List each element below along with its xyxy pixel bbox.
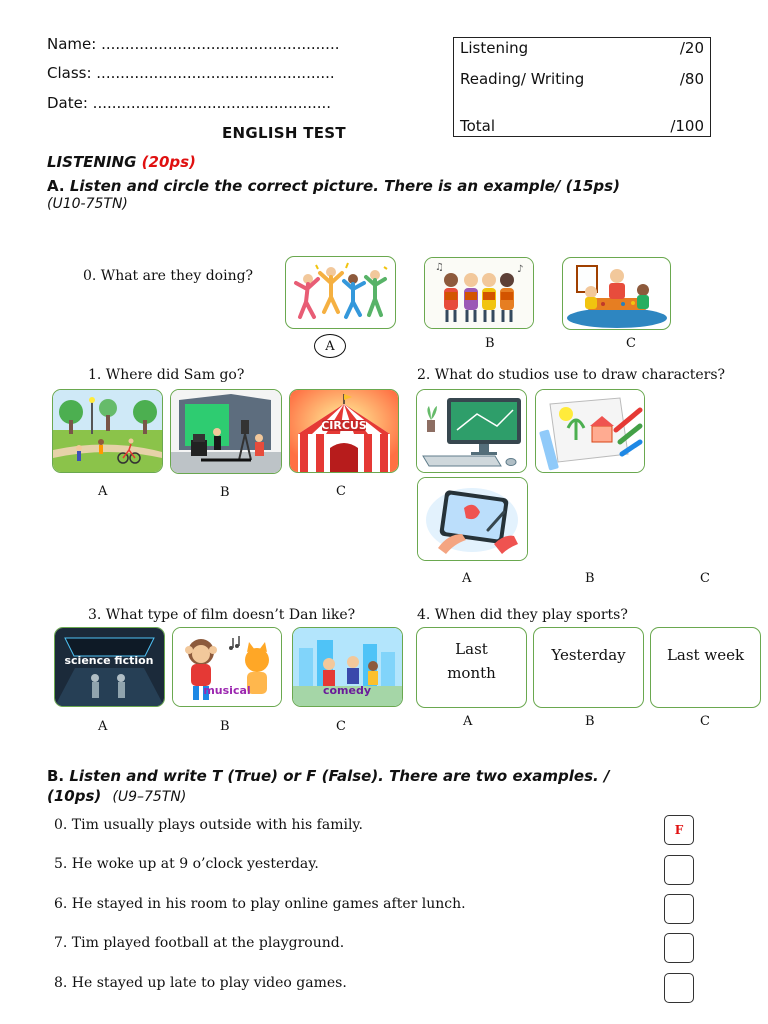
answer-circle-q0[interactable]	[314, 334, 346, 358]
section-b-points: (10ps)	[47, 787, 102, 805]
choice-q4-b[interactable]	[533, 627, 644, 708]
painting-kids-illustration	[563, 258, 670, 329]
circus-sign-text: CIRCUS	[321, 419, 367, 432]
picture-q1-c-circus[interactable]	[289, 389, 399, 473]
park-illustration	[53, 390, 162, 472]
science-fiction-illustration	[55, 628, 164, 706]
question-2-text: 2. What do studios use to draw characters?	[417, 367, 726, 383]
question-1-text: 1. Where did Sam go?	[88, 367, 245, 383]
question-4-text: 4. When did they play sports?	[417, 607, 628, 623]
statement-7: 7. Tim played football at the playground.	[54, 935, 345, 951]
picture-q2-b-pencils[interactable]	[535, 389, 645, 473]
listening-heading	[47, 153, 196, 171]
answer-box-8[interactable]	[664, 973, 694, 1003]
musical-label: musical	[203, 684, 251, 697]
section-a-unit: (U10-75TN)	[47, 196, 128, 212]
picture-q2-c-tablet[interactable]	[417, 477, 528, 561]
option-letter-q4-c: C	[700, 714, 710, 729]
section-b-heading	[47, 766, 737, 786]
option-letter-q1-b: B	[220, 485, 230, 500]
score-label: Reading/ Writing	[460, 70, 585, 88]
score-label: Total	[460, 117, 496, 135]
picture-q0-a-dancing[interactable]	[285, 256, 396, 329]
answer-value: F	[674, 823, 684, 837]
picture-q1-a-park[interactable]	[52, 389, 163, 473]
option-letter-q0-c: C	[626, 336, 636, 351]
name-field[interactable]: Name: ..................................................	[47, 35, 340, 53]
dancing-kids-illustration	[286, 257, 395, 328]
score-row-listening	[460, 39, 704, 57]
score-table	[453, 37, 711, 137]
picture-q0-b-singing[interactable]	[424, 257, 534, 329]
section-b-unit: (U9–75TN)	[112, 789, 187, 805]
picture-q0-c-painting[interactable]	[562, 257, 671, 330]
section-b-instruction: Listen and write T (True) or F (False). There are two examples. /	[69, 767, 610, 785]
section-a-instruction: Listen and circle the correct picture. There is an example/ (15ps)	[69, 177, 620, 195]
section-b-letter: B.	[47, 767, 65, 785]
option-letter-q3-b: B	[220, 719, 230, 734]
option-letter-q4-b: B	[585, 714, 595, 729]
svg-text:♪: ♪	[517, 264, 524, 275]
picture-q2-a-computer[interactable]	[416, 389, 527, 473]
score-value: /80	[679, 70, 704, 88]
option-letter-q0-b: B	[485, 336, 495, 351]
test-title: ENGLISH TEST	[222, 124, 346, 142]
question-3-text: 3. What type of film doesn’t Dan like?	[88, 607, 356, 623]
choice-label: Last month	[447, 639, 496, 682]
option-letter-q1-c: C	[336, 484, 346, 499]
drawing-tablet-illustration	[418, 478, 527, 560]
section-a-letter: A.	[47, 177, 65, 195]
listening-label: LISTENING	[47, 153, 137, 171]
option-letter-q3-c: C	[336, 719, 346, 734]
picture-q3-b-musical[interactable]	[172, 627, 282, 707]
option-letter-q2-b: B	[585, 571, 595, 586]
picture-q3-a-science-fiction[interactable]	[54, 627, 165, 707]
answer-box-0[interactable]	[664, 815, 694, 845]
section-b-subheading	[47, 786, 186, 805]
choice-q4-c[interactable]	[650, 627, 761, 708]
statement-0: 0. Tim usually plays outside with his family.	[54, 817, 363, 833]
answer-box-6[interactable]	[664, 894, 694, 924]
science-fiction-label: science fiction	[64, 654, 154, 667]
picture-q3-c-comedy[interactable]	[292, 627, 403, 707]
statement-5: 5. He woke up at 9 o’clock yesterday.	[54, 856, 319, 872]
comedy-label: comedy	[322, 684, 372, 697]
option-letter: A	[325, 338, 335, 354]
section-a-heading	[47, 177, 620, 195]
listening-points: (20ps)	[141, 153, 196, 171]
class-field[interactable]: Class: ..................................................	[47, 64, 335, 82]
date-field[interactable]: Date: ..................................................	[47, 94, 332, 112]
score-row-total	[460, 117, 704, 135]
circus-tent-illustration	[290, 390, 398, 472]
picture-q1-b-studio[interactable]	[170, 389, 282, 474]
film-studio-illustration	[171, 390, 281, 473]
option-letter-q2-c: C	[700, 571, 710, 586]
statement-6: 6. He stayed in his room to play online games after lunch.	[54, 896, 466, 912]
musical-illustration	[173, 628, 281, 706]
svg-text:♫: ♫	[435, 262, 444, 273]
option-letter-q3-a: A	[98, 719, 108, 734]
score-value: /20	[679, 39, 704, 57]
score-row-reading-writing	[460, 70, 704, 88]
question-0-text: 0. What are they doing?	[83, 268, 254, 284]
score-value: /100	[670, 117, 704, 135]
statement-8: 8. He stayed up late to play video games.	[54, 975, 347, 991]
option-letter-q2-a: A	[462, 571, 472, 586]
answer-box-5[interactable]	[664, 855, 694, 885]
choice-label: Yesterday	[551, 645, 626, 664]
comedy-illustration	[293, 628, 402, 706]
choice-q4-a[interactable]	[416, 627, 527, 708]
drawing-pencils-illustration	[536, 390, 644, 472]
score-label: Listening	[460, 39, 529, 57]
option-letter-q4-a: A	[463, 714, 473, 729]
computer-illustration	[417, 390, 526, 472]
option-letter-q1-a: A	[98, 484, 108, 499]
answer-box-7[interactable]	[664, 933, 694, 963]
choice-label: Last week	[666, 645, 745, 664]
singing-kids-illustration	[425, 258, 533, 328]
